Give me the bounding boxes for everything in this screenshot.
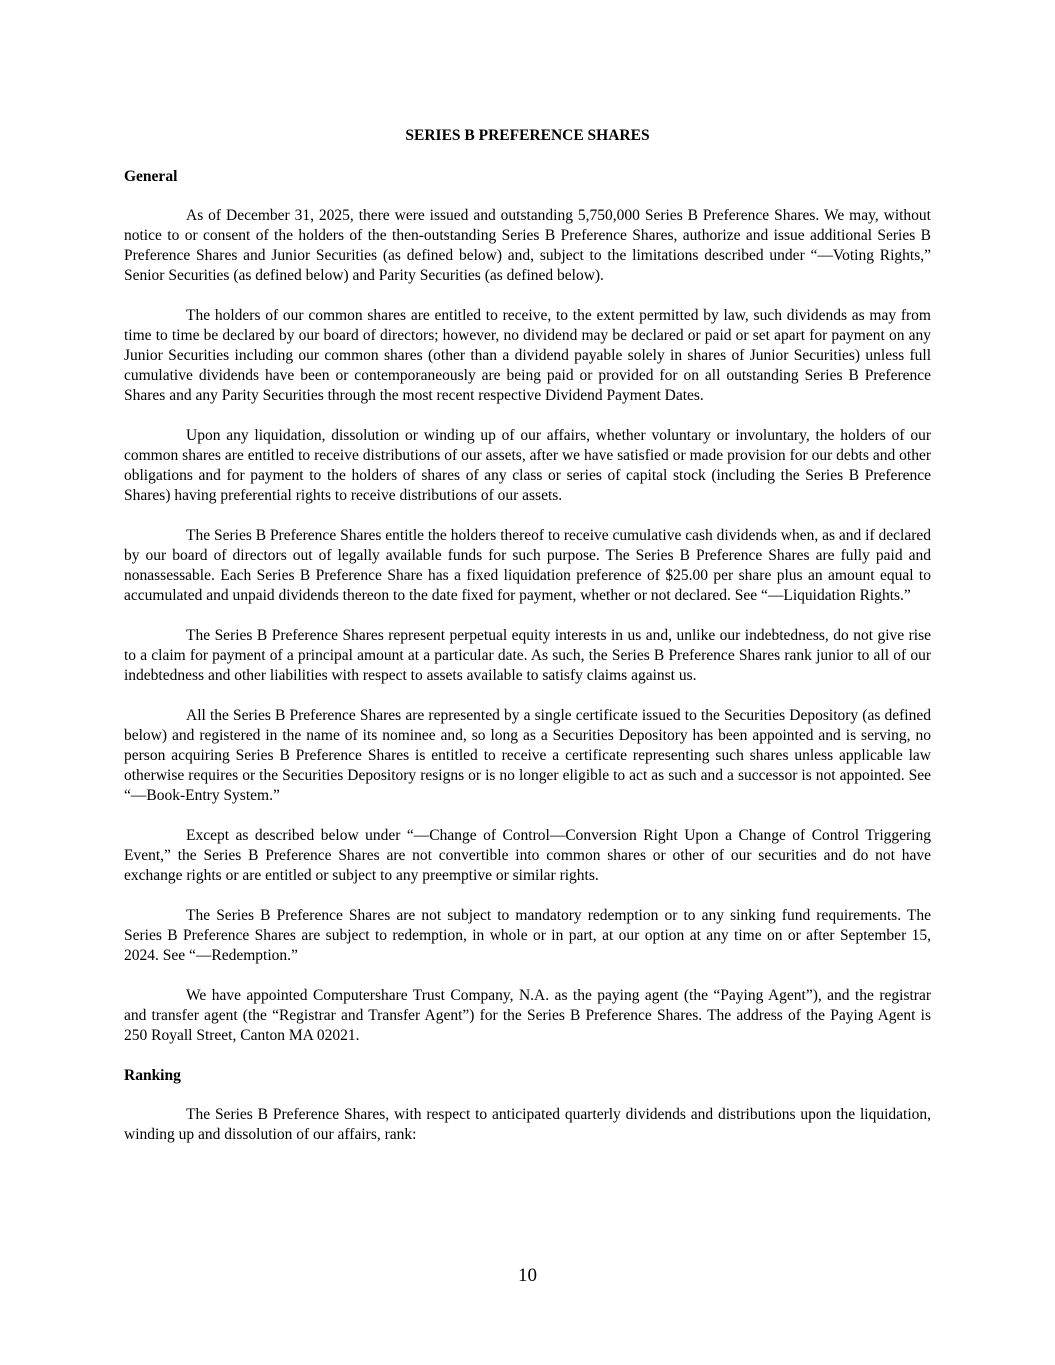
document-page bbox=[124, 126, 931, 1165]
section-heading-ranking: Ranking bbox=[124, 1067, 181, 1084]
paragraph: The Series B Preference Shares entitle the holders thereof to receive cumulative cash dividends when, as and if declared by our board of directors out of legally available funds for such purpose. The Series B Preference Shares are fully paid and nonassessable. Each Series B Preference Share has a fixed liquidation preference of $25.00 per share plus an amount equal to accumulated and unpaid dividends thereon to the date fixed for payment, whether or not declared. See “—Liquidation Rights.” bbox=[124, 527, 931, 604]
paragraph: Upon any liquidation, dissolution or winding up of our affairs, whether voluntary or involuntary, the holders of our common shares are entitled to receive distributions of our assets, after we have satisfied or made provision for our debts and other obligations and for payment to the holders of shares of any class or series of capital stock (including the Series B Preference Shares) having preferential rights to receive distributions of our assets. bbox=[124, 427, 931, 504]
paragraph: We have appointed Computershare Trust Company, N.A. as the paying agent (the “Paying Agent”), and the registrar and transfer agent (the “Registrar and Transfer Agent”) for the Series B Preference Shares. The address of the Paying Agent is 250 Royall Street, Canton MA 02021. bbox=[124, 987, 931, 1044]
paragraph: The holders of our common shares are entitled to receive, to the extent permitted by law, such dividends as may from time to time be declared by our board of directors; however, no dividend may be declared or paid or set apart for payment on any Junior Securities including our common shares (other than a dividend payable solely in shares of Junior Securities) unless full cumulative dividends have been or contemporaneously are being paid or provided for on all outstanding Series B Preference Shares and any Parity Securities through the most recent respective Dividend Payment Dates. bbox=[124, 307, 931, 404]
paragraph: As of December 31, 2025, there were issued and outstanding 5,750,000 Series B Preference Shares. We may, without notice to or consent of the holders of the then-outstanding Series B Preference Shares, authorize and issue additional Series B Preference Shares and Junior Securities (as defined below) and, subject to the limitations described under “—Voting Rights,” Senior Securities (as defined below) and Parity Securities (as defined below). bbox=[124, 207, 931, 284]
paragraph: All the Series B Preference Shares are represented by a single certificate issued to the Securities Depository (as defined below) and registered in the name of its nominee and, so long as a Securities Depository has been appointed and is serving, no person acquiring Series B Preference Shares is entitled to receive a certificate representing such shares unless applicable law otherwise requires or the Securities Depository resigns or is no longer eligible to act as such and a successor is not appointed. See “—Book-Entry System.” bbox=[124, 707, 931, 804]
paragraph: The Series B Preference Shares are not subject to mandatory redemption or to any sinking fund requirements. The Series B Preference Shares are subject to redemption, in whole or in part, at our option at any time on or after September 15, 2024. See “—Redemption.” bbox=[124, 907, 931, 964]
document-title: SERIES B PREFERENCE SHARES bbox=[405, 127, 650, 144]
paragraph: The Series B Preference Shares, with respect to anticipated quarterly dividends and distributions upon the liquidation, winding up and dissolution of our affairs, rank: bbox=[124, 1106, 931, 1143]
page-number: 10 bbox=[518, 1265, 537, 1286]
section-heading-general: General bbox=[124, 168, 178, 185]
paragraph: Except as described below under “—Change of Control—Conversion Right Upon a Change of Control Triggering Event,” the Series B Preference Shares are not convertible into common shares or other of our securities and do not have exchange rights or are entitled or subject to any preemptive or similar rights. bbox=[124, 827, 931, 884]
paragraph: The Series B Preference Shares represent perpetual equity interests in us and, unlike our indebtedness, do not give rise to a claim for payment of a principal amount at a particular date. As such, the Series B Preference Shares rank junior to all of our indebtedness and other liabilities with respect to assets available to satisfy claims against us. bbox=[124, 627, 931, 684]
